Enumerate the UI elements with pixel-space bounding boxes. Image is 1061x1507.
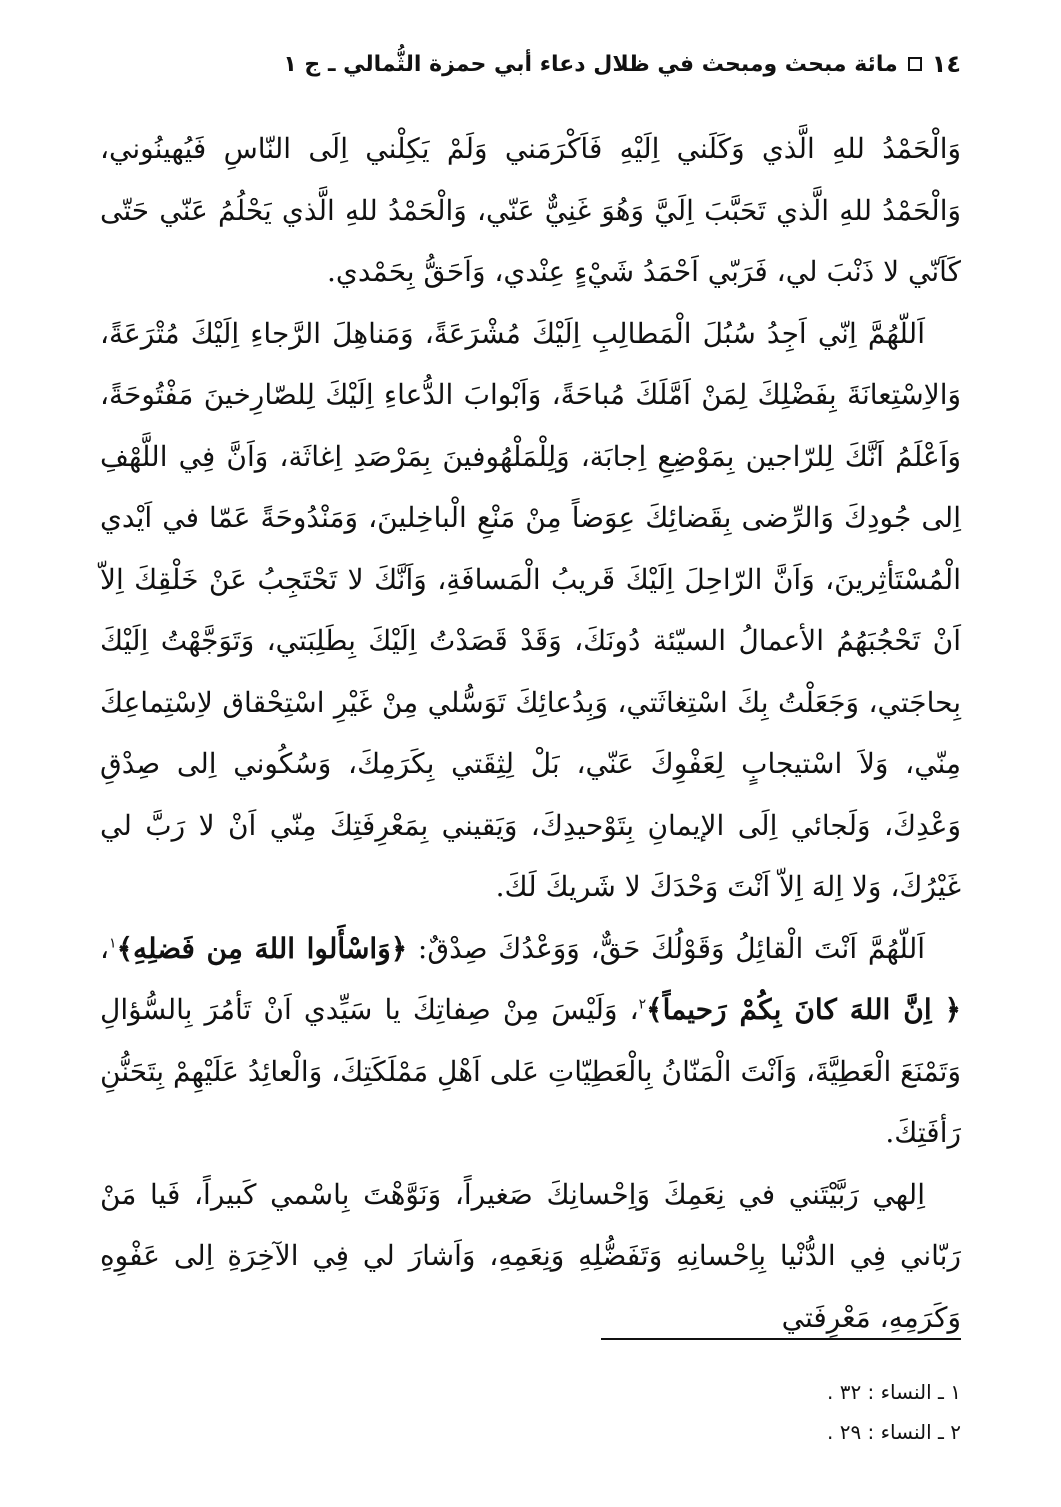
book-title: مائة مبحث ومبحث في ظلال دعاء أبي حمزة الثُّمالي ـ ج ١: [283, 51, 898, 77]
paragraph-3-rest: ، وَلَيْسَ مِنْ صِفاتِكَ يا سَيِّدي اَنْ تَأمُرَ بِالسُّؤالِ وَتَمْنَعَ الْعَطِيَّةَ، وَاَنْتَ الْمَنّانُ بِالْعَطِيّاتِ عَلى اَهْلِ مَمْلَكَتِكَ، وَالْعائِدُ عَلَيْهِمْ بِتَحَنُّنِ رَأفَتِكَ.: [100, 993, 961, 1149]
paragraph-4: اِلهي رَبَّيْتَني في نِعَمِكَ وَاِحْسانِكَ صَغيراً، وَنَوَّهْتَ بِاسْمي كَبيراً، فَيا مَنْ رَبّاني فِي الدُّنْيا بِاِحْسانِهِ وَتَفَضُّلِهِ وَنِعَمِهِ، وَاَشارَ لي فِي الآخِرَةِ اِلى عَفْوِهِ وَكَرَمِهِ، مَعْرِفَتي: [100, 1177, 961, 1334]
quote-separator: ،: [100, 931, 110, 965]
paragraph-2: اَللّهُمَّ اِنّي اَجِدُ سُبُلَ الْمَطالِبِ اِلَيْكَ مُشْرَعَةً، وَمَناهِلَ الرَّجاءِ اِلَيْكَ مُتْرَعَةً، وَالاِسْتِعانَةَ بِفَضْلِكَ لِمَنْ اَمَّلَكَ مُباحَةً، وَاَبْوابَ الدُّعاءِ اِلَيْكَ لِلصّارِخينَ مَفْتُوحَةً، وَاَعْلَمُ اَنَّكَ لِلرّاجين بِمَوْضِعِ اِجابَة، وَلِلْمَلْهُوفينَ بِمَرْصَدِ اِغاثَة، وَاَنَّ فِي اللَّهْفِ اِلى جُودِكَ وَالرِّضى بِقَضائِكَ عِوَضاً مِنْ مَنْعِ الْباخِلينَ، وَمَنْدُوحَةً عَمّا في اَيْدي الْمُسْتَأثِرينَ، وَاَنَّ الرّاحِلَ اِلَيْكَ قَريبُ الْمَسافَةِ، وَاَنَّكَ لا تَحْتَجِبُ عَنْ خَلْقِكَ اِلاّ اَنْ تَحْجُبَهُمُ الأعمالُ السيّئة دُونَكَ، وَقَدْ قَصَدْتُ اِلَيْكَ بِطَلِبَتي، وَتَوَجَّهْتُ اِلَيْكَ بِحاجَتي، وَجَعَلْتُ بِكَ اسْتِغاثَتي، وَبِدُعائِكَ تَوَسُّلي مِنْ غَيْرِ اسْتِحْقاق لاِسْتِماعِكَ مِنّي، وَلاَ اسْتيجابٍ لِعَفْوِكَ عَنّي، بَلْ لِثِقَتي بِكَرَمِكَ، وَسُكُوني اِلى صِدْقِ وَعْدِكَ، وَلَجائي اِلَى الإيمانِ بِتَوْحيدِكَ، وَيَقيني بِمَعْرِفَتِكَ مِنّي اَنْ لا رَبَّ لي غَيْرُكَ، وَلا اِلهَ اِلاّ اَنْتَ وَحْدَكَ لا شَريكَ لَكَ.: [100, 316, 961, 903]
main-text: [100, 118, 961, 1348]
footnotes: [100, 1372, 961, 1452]
footnote-ref-2[interactable]: ٢: [638, 996, 647, 1013]
footnote-2: ٢ ـ النساء : ٢٩ .: [826, 1420, 961, 1444]
quran-quote-1: ﴿وَاسْأَلوا اللهَ مِن فَضلِهِ﴾: [116, 931, 408, 965]
footnote-1: ١ ـ النساء : ٣٢ .: [826, 1380, 961, 1404]
page-number: ١٤: [931, 50, 961, 78]
paragraph-3: [100, 918, 961, 1164]
square-ornament-icon: [908, 57, 922, 71]
paragraph-1: وَالْحَمْدُ للهِ الَّذي وَكَلَني اِلَيْهِ فَاَكْرَمَني وَلَمْ يَكِلْني اِلَى النّاسِ فَيُهينُوني، وَالْحَمْدُ للهِ الَّذي تَحَبَّبَ اِلَيَّ وَهُوَ غَنِيٌّ عَنّي، وَالْحَمْدُ للهِ الَّذي يَحْلُمُ عَنّي حَتّى كَاَنّي لا ذَنْبَ لي، فَرَبّي اَحْمَدُ شَيْءٍ عِنْدي، وَاَحَقُّ بِحَمْدي.: [100, 132, 961, 288]
footnote-divider: [601, 1338, 961, 1340]
running-header: [100, 44, 961, 84]
footnote-ref-1[interactable]: ١: [109, 935, 117, 952]
paragraph-3-opening: اَللّهُمَّ اَنْتَ الْقائِلُ وَقَوْلُكَ حَقٌّ، وَوَعْدُكَ صِدْقٌ:: [417, 931, 926, 965]
quran-quote-2: ﴿ اِنَّ اللهَ كانَ بِكُمْ رَحيماً﴾: [646, 993, 961, 1026]
